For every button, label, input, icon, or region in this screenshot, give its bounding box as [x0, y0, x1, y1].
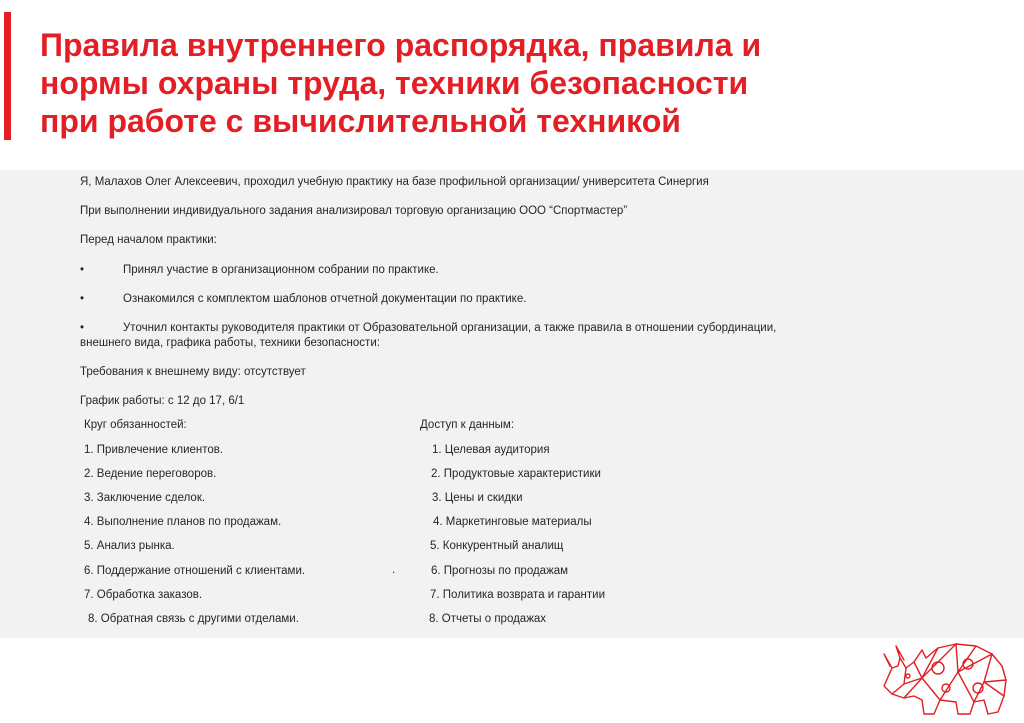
duty-item: 7. Обработка заказов.	[84, 589, 203, 601]
bullet-text: Уточнил контакты руководителя практики от Образовательной организации, а также правила в отношении субординации,	[123, 322, 777, 334]
bullet-item	[80, 263, 439, 278]
schedule-text: График работы: с 12 до 17, 6/1	[80, 395, 245, 407]
bullet-mark: •	[80, 293, 85, 305]
access-item: 5. Конкурентный аналищ	[430, 540, 564, 552]
appearance-text: Требования к внешнему виду: отсутствует	[80, 366, 306, 378]
access-item: 2. Продуктовые характеристики	[431, 468, 601, 480]
access-header: Доступ к данным:	[420, 419, 515, 431]
duty-item: 8. Обратная связь с другими отделами.	[88, 613, 299, 625]
access-item: 8. Отчеты о продажах	[429, 613, 547, 625]
bullet-mark: •	[80, 264, 85, 276]
duties-header: Круг обязанностей:	[84, 419, 187, 431]
stray-dot: .	[392, 564, 396, 576]
bullet-text: Принял участие в организационном собрании по практике.	[123, 264, 439, 276]
bullet-item	[80, 292, 526, 307]
duty-item: 4. Выполнение планов по продажам.	[84, 516, 282, 528]
duty-item: 3. Заключение сделок.	[84, 492, 206, 504]
access-item: 4. Маркетинговые материалы	[433, 516, 592, 528]
title-line: нормы охраны труда, техники безопасности	[40, 65, 749, 101]
accent-bar	[4, 12, 11, 140]
access-item: 7. Политика возврата и гарантии	[430, 589, 606, 601]
title-line: Правила внутреннего распорядка, правила и	[40, 27, 762, 63]
slide-title	[40, 26, 980, 140]
intro-text: Я, Малахов Олег Алексеевич, проходил учебную практику на базе профильной организации/ университета Синергия	[80, 176, 709, 188]
title-line: при работе с вычислительной техникой	[40, 103, 681, 139]
task-text: При выполнении индивидуального задания анализировал торговую организацию ООО “Спортмастер”	[80, 205, 628, 217]
bullet-continuation: внешнего вида, графика работы, техники безопасности:	[80, 337, 380, 349]
duty-item: 6. Поддержание отношений с клиентами.	[84, 565, 306, 577]
duty-item: 5. Анализ рынка.	[84, 540, 175, 552]
bullet-text: Ознакомился с комплектом шаблонов отчетной документации по практике.	[123, 293, 527, 305]
bullet-mark: •	[80, 322, 85, 334]
access-item: 6. Прогнозы по продажам	[431, 565, 569, 577]
access-item: 1. Целевая аудитория	[432, 444, 550, 456]
before-practice-heading: Перед началом практики:	[80, 234, 217, 246]
bullet-item	[80, 321, 776, 351]
rhino-logo-icon	[878, 628, 1014, 718]
duty-item: 1. Привлечение клиентов.	[84, 444, 224, 456]
access-item: 3. Цены и скидки	[432, 492, 523, 504]
duty-item: 2. Ведение переговоров.	[84, 468, 217, 480]
